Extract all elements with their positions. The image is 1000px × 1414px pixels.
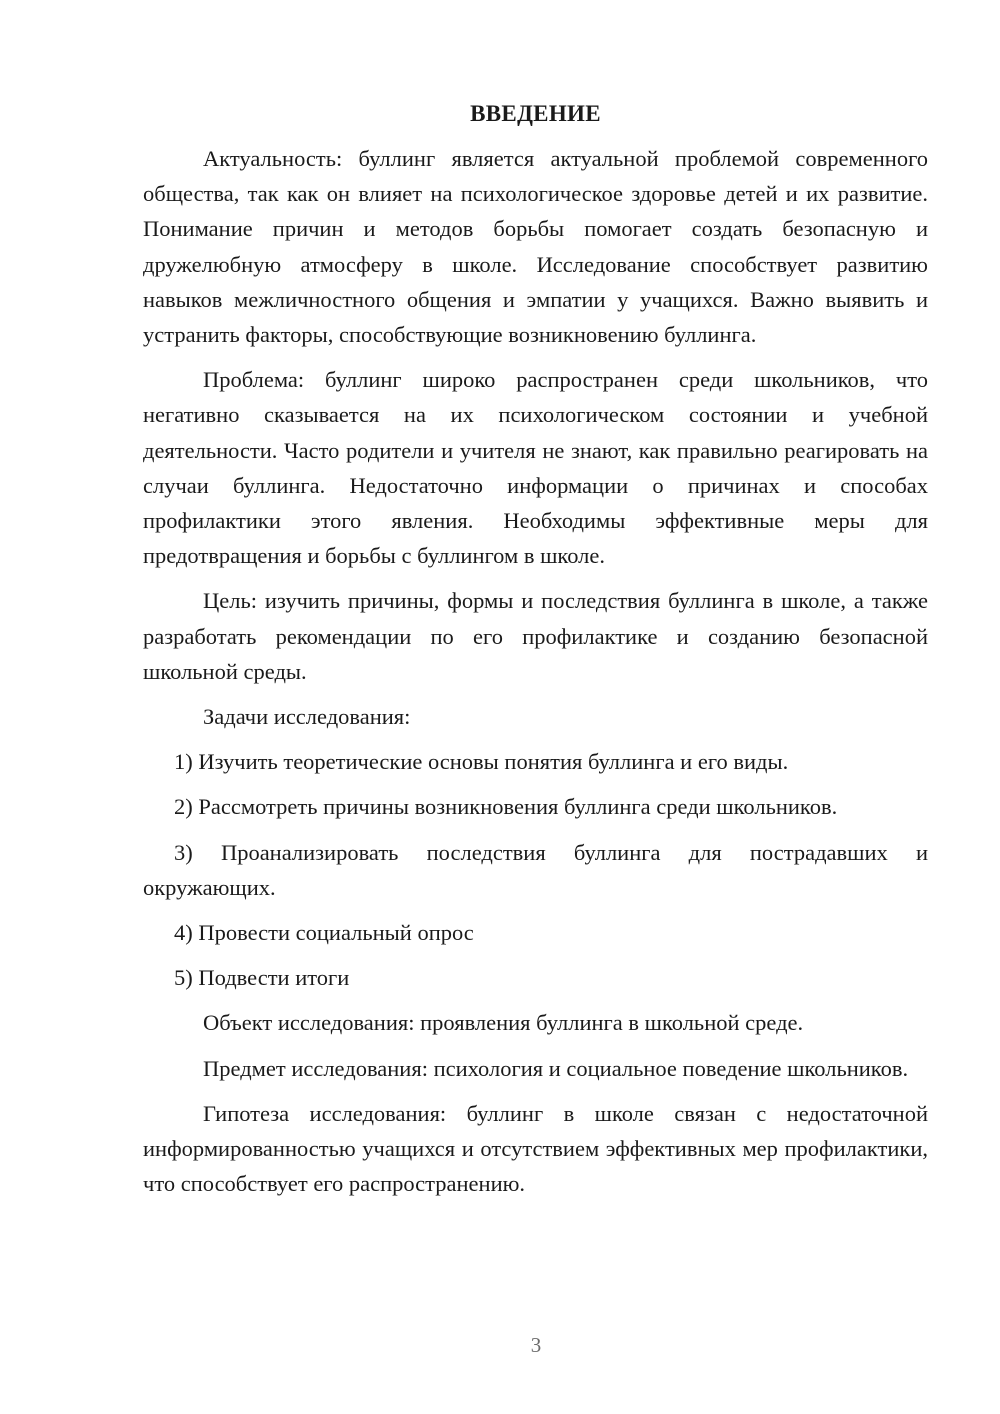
page-content (143, 96, 928, 1211)
task-item-4: 4) Провести социальный опрос (174, 920, 474, 946)
task-item-5: 5) Подвести итоги (174, 965, 350, 991)
relevance-paragraph: Актуальность: буллинг является актуальной проблемой современного общества, так как он влияет на психологическое здоровье детей и их развитие. Понимание причин и методов борьбы помогает создать безопасную и дружелюбную атмосферу в школе. Исследование способствует развитию навыков межличностного общения и эмпатии у учащихся. Важно выявить и устранить факторы, способствующие возникновению буллинга. (143, 146, 928, 348)
problem-paragraph: Проблема: буллинг широко распространен среди школьников, что негативно сказывается на их психологическом состоянии и учебной деятельности. Часто родители и учителя не знают, как правильно реагировать на случаи буллинга. Недостаточно информации о причинах и способах профилактики этого явления. Необходимы эффективные меры для предотвращения и борьбы с буллингом в школе. (143, 367, 928, 569)
page-number: 3 (530, 1333, 542, 1357)
task-item-1: 1) Изучить теоретические основы понятия буллинга и его виды. (174, 749, 789, 775)
task-item-3: 3) Проанализировать последствия буллинга для пострадавших и окружающих. (143, 839, 928, 900)
hypothesis-paragraph: Гипотеза исследования: буллинг в школе связан с недостаточной информированностью учащихся и отсутствием эффективных мер профилактики, что способствует его распространению. (143, 1100, 928, 1197)
object-paragraph: Объект исследования: проявления буллинга в школьной среде. (203, 1010, 804, 1036)
tasks-label: Задачи исследования: (203, 704, 411, 730)
page-heading: ВВЕДЕНИЕ (470, 101, 601, 126)
goal-paragraph: Цель: изучить причины, формы и последствия буллинга в школе, а также разработать рекомендации по его профилактике и созданию безопасной школьной среды. (143, 588, 928, 684)
task-item-2: 2) Рассмотреть причины возникновения буллинга среди школьников. (174, 794, 838, 820)
subject-paragraph: Предмет исследования: психология и социальное поведение школьников. (203, 1055, 909, 1081)
